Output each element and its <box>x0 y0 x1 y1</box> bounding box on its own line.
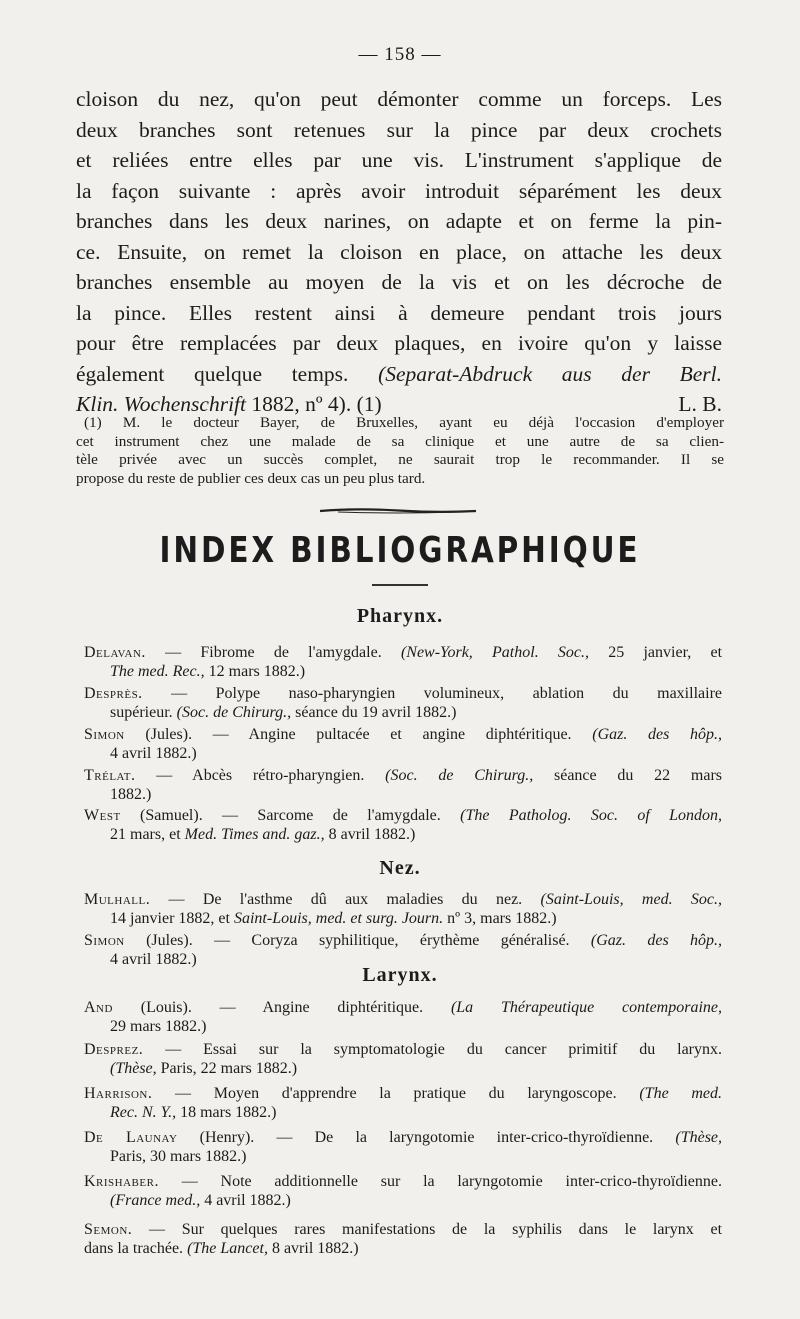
footnote-line: (1) M. le docteur Bayer, de Bruxelles, ayant eu déjà l'occasion d'employer <box>84 414 724 431</box>
index-title: INDEX BIBLIOGRAPHIQUE <box>159 530 641 571</box>
footnote-line: cet instrument chez une malade de sa clinique et une autre de sa clien- <box>76 432 724 450</box>
bib-entry-west: West (Samuel). — Sarcome de l'amygdale. (The Patholog. Soc. of London, 21 mars, et Med. Times and. gaz., 8 avril 1882.) <box>84 807 723 843</box>
citation-ref: 1882, nº 4). (1) <box>251 392 382 416</box>
entry-author: Harrison. <box>84 1085 153 1102</box>
section-heading-pharynx: Pharynx. <box>356 605 444 627</box>
entry-author: West <box>84 807 121 824</box>
body-line: pour être remplacées par deux plaques, en ivoire qu'on y laisse <box>76 331 722 355</box>
section-heading-nez: Nez. <box>379 857 421 879</box>
body-line-text: également quelque temps. <box>76 361 349 386</box>
bib-entry-delavan: Delavan. — Fibrome de l'amygdale. (New-York, Pathol. Soc., 25 janvier, et The med. Rec., 12 mars 1882.) <box>84 644 723 680</box>
bib-entry-krishaber: Krishaber. — Note additionnelle sur la laryngotomie inter-crico-thyroïdienne. (France med., 4 avril 1882.) <box>84 1173 723 1209</box>
bib-entry-despres: Desprès. — Polype naso-pharyngien volumineux, ablation du maxillaire supérieur. (Soc. de Chirurg., séance du 19 avril 1882.) <box>84 685 722 721</box>
bib-entry-simon: Simon (Jules). — Angine pultacée et angine diphtéritique. (Gaz. des hôp., 4 avril 1882.) <box>84 726 723 762</box>
bib-entry-simon: Simon (Jules). — Coryza syphilitique, érythème généralisé. (Gaz. des hôp., 4 avril 1882.) <box>84 932 723 968</box>
body-line: branches ensemble au moyen de la vis et on les décroche de <box>76 270 722 294</box>
section-heading-larynx: Larynx. <box>362 964 438 986</box>
citation-title: (Separat-Abdruck aus der Berl. <box>378 361 722 386</box>
entry-author: Semon. <box>84 1221 133 1238</box>
entry-author: Trélat. <box>84 767 136 784</box>
body-line: branches dans les deux narines, on adapte et on ferme la pin- <box>76 209 722 233</box>
footnote <box>76 414 724 488</box>
bib-entry-semon: Semon. — Sur quelques rares manifestations de la syphilis dans le larynx et dans la trachée. (The Lancet, 8 avril 1882.) <box>84 1221 723 1257</box>
entry-author: Simon <box>84 726 125 743</box>
journal-title: Klin. Wochenschrift <box>76 392 247 416</box>
body-paragraph <box>76 84 722 420</box>
footnote-line: tèle privée avec un succès complet, ne saurait trop le recommander. Il se <box>76 451 724 468</box>
bib-entry-harrison: Harrison. — Moyen d'apprendre la pratique du laryngoscope. (The med. Rec. N. Y., 18 mars 1882.) <box>84 1085 723 1121</box>
bib-entry-mulhall: Mulhall. — De l'asthme dû aux maladies du nez. (Saint-Louis, med. Soc., 14 janvier 1882, et Saint-Louis, med. et surg. Journ. nº 3, mars 1882.) <box>84 891 722 927</box>
entry-author: Delavan. <box>84 644 146 661</box>
bib-entry-trelat: Trélat. — Abcès rétro-pharyngien. (Soc. de Chirurg., séance du 22 mars 1882.) <box>84 767 723 803</box>
entry-author: Mulhall. <box>84 891 151 908</box>
body-line: ce. Ensuite, on remet la cloison en place, on attache les deux <box>76 239 722 264</box>
entry-author: De Launay <box>84 1129 178 1146</box>
body-line: la pince. Elles restent ainsi à demeure pendant trois jours <box>76 300 722 325</box>
entry-author: Simon <box>84 932 125 949</box>
author-signature: L. B. <box>678 392 722 416</box>
body-line: cloison du nez, qu'on peut démonter comme un forceps. Les <box>76 87 722 111</box>
body-line: la façon suivante : après avoir introduit séparément les deux <box>76 178 722 203</box>
entry-author: Desprès. <box>84 685 143 702</box>
bib-entry-desprez: Desprez. — Essai sur la symptomatologie du cancer primitif du larynx. (Thèse, Paris, 22 mars 1882.) <box>84 1041 723 1077</box>
footnote-line: propose du reste de publier ces deux cas un peu plus tard. <box>76 469 426 487</box>
ornamental-rule <box>318 507 478 515</box>
entry-author: Desprez. <box>84 1041 144 1058</box>
bib-entry-and: And (Louis). — Angine diphtéritique. (La Thérapeutique contemporaine, 29 mars 1882.) <box>84 999 723 1035</box>
body-line <box>76 359 722 390</box>
body-line: deux branches sont retenues sur la pince par deux crochets <box>76 117 722 142</box>
body-line: et reliées entre elles par une vis. L'instrument s'applique de <box>76 148 722 172</box>
entry-author: Krishaber. <box>84 1173 159 1190</box>
title-underline <box>372 584 428 586</box>
bib-entry-de-launay: De Launay (Henry). — De la laryngotomie inter-crico-thyroïdienne. (Thèse, Paris, 30 mars 1882.) <box>84 1129 723 1165</box>
entry-author: And <box>84 999 113 1016</box>
page-number: — 158 — <box>358 44 442 65</box>
